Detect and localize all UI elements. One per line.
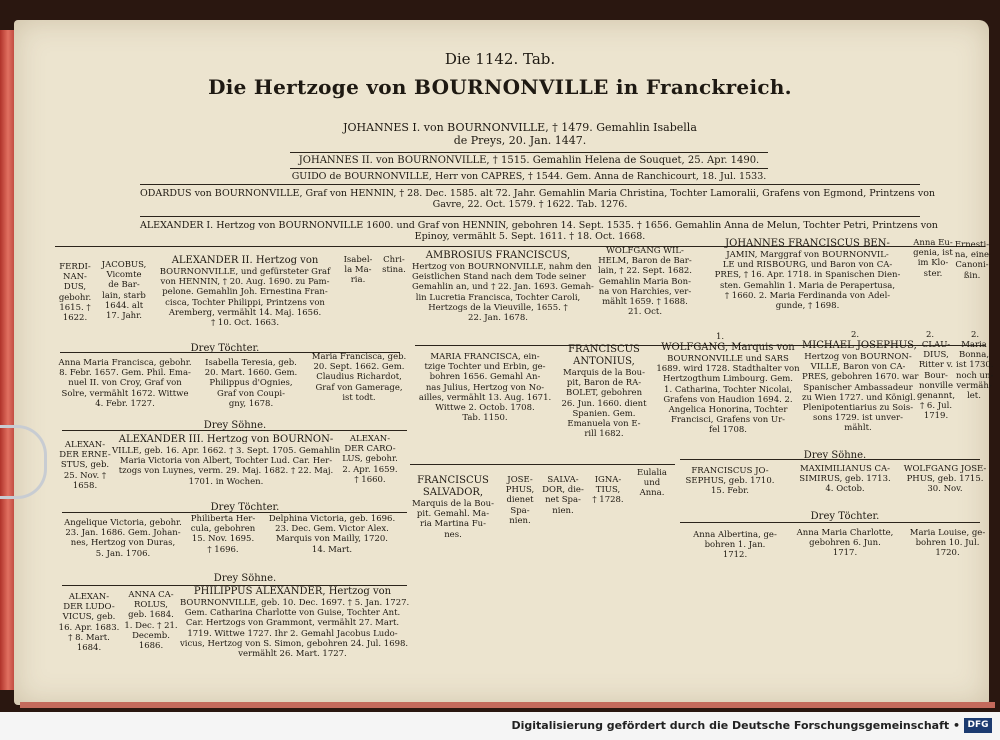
person-isabella-maria: Isabel- la Ma- ria. [343, 255, 373, 286]
person-alexander-iii: ALEXANDER III. Hertzog von BOURNON- VILLE, geb. 16. Apr. 1662. † 3. Sept. 1705. Gemahlin Maria Victoria von Albert, Tochter Lud. Car. Her- tzogs von Luynes, verm. 29. Maj. 1682. † 22. Maj. 1701. in Wochen. [112, 434, 341, 487]
page-title: Die Hertzoge von BOURNONVILLE in Franckreich. [208, 75, 792, 99]
person-alexander-ernestus: ALEXAN- DER ERNE- STUS, geb. 25. Nov. † 1658. [59, 440, 111, 491]
gen1-johannes-i: JOHANNES I. von BOURNONVILLE, † 1479. Gemahlin Isabella de Preys, 20. Jan. 1447. [343, 121, 697, 147]
person-angelique-victoria: Angelique Victoria, gebohr. 23. Jan. 1686. Gem. Johan- nes, Hertzog von Duras, 5. Jan. 1706. [64, 518, 182, 559]
person-anna-carolus: ANNA CA- ROLUS, geb. 1684. 1. Dec. † 21. Decemb. 1686. [124, 590, 178, 651]
gen3-guido: GUIDO de BOURNONVILLE, Herr von CAPRES, † 1544. Gem. Anna de Ranchicourt, 18. Jul. 1533. [291, 171, 767, 182]
person-alexander-ii: ALEXANDER II. Hertzog von BOURNONVILLE, und gefürsteter Graf von HENNIN, † 20. Aug. 1690. zu Pam- pelone. Gemahlin Joh. Ernestina Fran- cisca, Tochter Philippi, Printzens von Aremberg, vermählt 14. Maj. 1656. † 10. Oct. 1663. [159, 255, 331, 328]
person-ambrosius: AMBROSIUS FRANCISCUS, Hertzog von BOURNONVILLE, nahm den Geistlichen Stand nach dem Tode seiner Gemahlin an, und † 22. Jan. 1693. Gemah- lin Lucretia Francisca, Tochter Caroli, Hertzogs de la Vieuville, 1655. † 22. Jan. 1678. [412, 250, 594, 323]
number-2-michael: 2. [850, 330, 860, 340]
person-anna-maria-charlotte: Anna Maria Charlotte, gebohren 6. Jun. 1717. [796, 528, 894, 559]
person-franciscus-josephus: FRANCISCUS JO- SEPHUS, geb. 1710. 15. Febr. [685, 466, 775, 497]
person-josephus: JOSE- PHUS, dienet Spa- nien. [505, 475, 535, 526]
person-ignatius: IGNA- TIUS, † 1728. [592, 475, 624, 506]
footer-bar [0, 712, 1000, 740]
person-maria-bonna: Maria Bonna, ist 1730. noch un- vermäh- let. [956, 340, 994, 401]
number-2-maria-bonna: 2. [970, 330, 980, 340]
rule-franciscus-children [410, 464, 675, 465]
person-delphina-victoria: Delphina Victoria, geb. 1696. 23. Dec. Gem. Victor Alex. Marquis von Mailly, 1720. 14. Mart. [268, 514, 396, 555]
person-michael-josephus: MICHAEL JOSEPHUS, Hertzog von BOURNON- VILLE, Baron von CA- PRES, gebohren 1670. war Spanischer Ambassadeur zu Wien 1727. und Königl. Plenipotentiarius zu Sois- sons 1729. ist unver- mählt. [802, 340, 919, 434]
person-wolfgang-wilhelm: WOLFGANG WIL- HELM, Baron de Bar- lain, † 22. Sept. 1682. Gemahlin Maria Bon- na von Harchies, ver- mählt 1659. † 1688. 21. Oct. [597, 246, 692, 318]
drey-sohne-2-heading: Drey Söhne. [213, 573, 277, 584]
gen5-alexander-i: ALEXANDER I. Hertzog von BOURNONVILLE 1600. und Graf von HENNIN, gebohren 14. Sept. 1535. † 1656. Gemahlin Anna de Melun, Tochter Petri, Printzens von Epinoy, vermählt 5. Sept. 1611. † 18. Oct. 1668. [140, 220, 938, 243]
person-wolfgang-josephus: WOLFGANG JOSE- PHUS, geb. 1715. 30. Nov. [903, 464, 987, 495]
person-franciscus-antonius: FRANCISCUS ANTONIUS, Marquis de la Bou- pit, Baron de RA- BOLET, gebohren 26. Jun. 1660. dient Spanien. Gem. Emanuela von E- rill 1682. [561, 344, 647, 440]
paper-clip [0, 425, 47, 499]
person-alexander-ludovicus: ALEXAN- DER LUDO- VICUS, geb. 16. Apr. 1683. † 8. Mart. 1684. [58, 592, 120, 653]
person-wolfgang-marquis: WOLFGANG, Marquis von BOURNONVILLE und SARS 1689. wird 1728. Stadthalter von Hertzogthum Limbourg. Gem. 1. Catharina, Tochter Nicolai, Grafens von Haudion 1694. 2. Angelica Honorina, Tochter Francisci, Grafens von Ur- fel 1708. [656, 342, 800, 436]
person-johannes-franciscus: JOHANNES FRANCISCUS BEN- JAMIN, Marggraf von BOURNONVIL- LE und RISBOURG, und Baron von CA- PRES, † 16. Apr. 1718. in Spanischen Dien- sten. Gemahlin 1. Maria de Perapertusa, † 1660. 2. Maria Ferdinanda von Adel- gunde, † 1698. [714, 238, 901, 311]
person-philiberta: Philiberta Her- cula, gebohren 15. Nov. 1695. † 1696. [190, 514, 256, 555]
dfg-logo: DFG [964, 718, 992, 733]
gen4-odardus: ODARDUS von BOURNONVILLE, Graf von HENNIN, † 28. Dec. 1585. alt 72. Jahr. Gemahlin Maria Christina, Tochter Lamoralii, Grafens von Egmond, Printzens von Gavre, 22. Oct. 1579. † 1622. Tab. 1276. [140, 188, 936, 211]
drey-sohne-3-heading: Drey Söhne. [803, 450, 867, 461]
person-maria-louise: Maria Louise, ge- bohren 10. Jul. 1720. [909, 528, 986, 559]
drey-sohne-heading: Drey Söhne. [203, 420, 267, 431]
number-1: 1. [715, 332, 725, 342]
person-alexander-carolus: ALEXAN- DER CARO- LUS, gebohr. 2. Apr. 1659. † 1660. [342, 434, 398, 485]
person-maximilianus: MAXIMILIANUS CA- SIMIRUS, geb. 1713. 4. Octob. [799, 464, 891, 495]
footer-credit: Digitalisierung gefördert durch die Deutsche Forschungsgemeinschaft • [511, 719, 960, 732]
person-anna-maria-francisca: Anna Maria Francisca, gebohr. 8. Febr. 1657. Gem. Phil. Ema- nuel II. von Croy, Graf von Solre, vermählt 1672. Wittwe 4. Febr. 1727. [58, 358, 192, 409]
rule-gen3 [290, 168, 768, 169]
person-anna-albertina: Anna Albertina, ge- bohren 1. Jan. 1712. [693, 530, 777, 561]
drey-tochter-3-heading: Drey Töchter. [810, 511, 880, 522]
number-2-claudius: 2. [925, 330, 935, 340]
page-bottom-edge [20, 702, 995, 708]
rule-gen5 [140, 216, 920, 217]
gen2-johannes-ii: JOHANNES II. von BOURNONVILLE, † 1515. Gemahlin Helena de Souquet, 25. Apr. 1490. [298, 155, 760, 166]
rule-gen2 [290, 152, 768, 153]
person-maria-francisca-2: Maria Francisca, geb. 20. Sept. 1662. Gem. Claudius Richardot, Graf von Gamerage, ist todt. [311, 352, 407, 403]
person-maria-francisca-erbin: MARIA FRANCISCA, ein- tzige Tochter und Erbin, ge- bohren 1656. Gemahl An- nas Julius, Hertzog von No- ailles, vermählt 13. Aug. 1671. Wittwe 2. Octob. 1708. Tab. 1150. [418, 352, 552, 424]
person-eulalia-anna: Eulalia und Anna. [637, 468, 667, 499]
person-philippus-alexander: PHILIPPUS ALEXANDER, Hertzog von BOURNONVILLE, geb. 10. Dec. 1697. † 5. Jan. 1727. Gem. Catharina Charlotte von Guise, Tochter Ant. Car. Hertzogs von Grammont, vermählt 27. Mart. 1719. Wittwe 1727. Ihr 2. Gemahl Jacobus Ludo- vicus, Hertzog von S. Simon, gebohren 24. Jul. 1698. vermählt 26. Mart. 1727. [180, 586, 410, 659]
person-anna-eugenia: Anna Eu- genia, ist im Klo- ster. [913, 238, 953, 279]
person-ferdinandus: FERDI- NAN- DUS, gebohr. 1615. † 1622. [58, 262, 92, 323]
tab-heading: Die 1142. Tab. [444, 50, 556, 68]
drey-tochter-2-heading: Drey Töchter. [210, 502, 280, 513]
person-claudius: CLAU- DIUS, Ritter v. Bour- nonville genannt, † 6. Jul. 1719. [916, 340, 956, 422]
person-salvador: SALVA- DOR, die- net Spa- nien. [542, 475, 584, 516]
drey-tochter-heading: Drey Töchter. [190, 343, 260, 354]
person-ernestina: Ernesti- na, eine Canoni- ßin. [954, 240, 990, 281]
person-isabella-teresia: Isabella Teresia, geb. 20. Mart. 1660. Gem. Philippus d'Ognies, Graf von Coupi- gny, 1678. [204, 358, 298, 409]
person-jacobus: JACOBUS, Vicomte de Bar- lain, starb 1644. alt 17. Jahr. [101, 260, 147, 321]
person-christina: Chri- stina. [382, 255, 406, 276]
person-franciscus-salvador: FRANCISCUS SALVADOR, Marquis de la Bou- pit. Gemahl. Ma- ria Martina Fu- nes. [412, 475, 494, 540]
rule-gen4 [140, 184, 920, 185]
